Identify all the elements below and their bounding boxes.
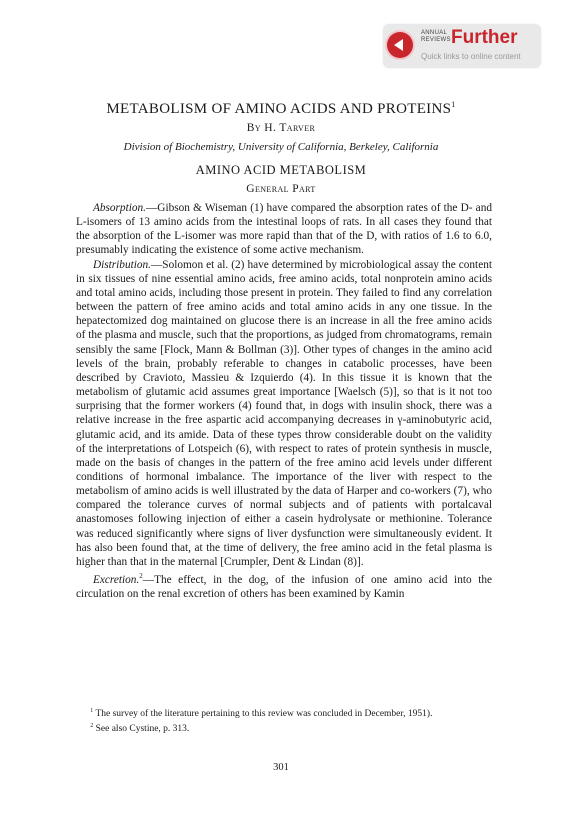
paragraph-lead: Absorption. xyxy=(92,202,146,214)
paragraph-lead-rest: —Solomon et al. (2) xyxy=(151,258,245,271)
paragraph-lead: Distribution. xyxy=(92,258,151,271)
article-title xyxy=(0,96,562,118)
paragraph-excretion xyxy=(76,569,492,601)
footnote-number: 1 xyxy=(90,708,94,714)
title-footnote-mark[interactable]: 1 xyxy=(451,100,456,109)
annual-label: ANNUAL xyxy=(421,30,448,36)
paragraph-text: —The effect, in the dog, of the infusion of one amino acid into the circulation on the renal excretion of others has been examined by Kamin xyxy=(76,573,492,600)
footnote-text: The survey of the literature pertaining to this review was concluded in December, 1951). xyxy=(93,709,433,720)
annual-reviews-label xyxy=(421,30,451,44)
footnote-number: 2 xyxy=(90,723,94,730)
paragraph-text: —Gibson & Wiseman (1) have compared the absorption rates of the D- and L-isomers of 13 amino acids from the intestinal loops of rats. In all cases they found that the absorption of the L-isomer was more rapid than that of the D, with ratios of 1.6 to 6.0, presumably indicating the existence of some active mechanism. xyxy=(76,202,492,257)
section-heading: AMINO ACID METABOLISM xyxy=(195,163,367,177)
author: By H. Tarver xyxy=(246,122,316,134)
footnote-mark[interactable]: 2 xyxy=(139,572,143,581)
article-title-text: METABOLISM OF AMINO ACIDS AND PROTEINS xyxy=(106,101,452,117)
affiliation: Division of Biochemistry, University of California, Berkeley, California xyxy=(123,141,439,153)
further-wordmark: Further xyxy=(451,27,518,48)
paragraph-distribution xyxy=(76,258,492,569)
body-text xyxy=(76,201,492,601)
page-number: 301 xyxy=(273,762,289,773)
paragraph-absorption xyxy=(76,201,492,258)
subsection-heading: General Part xyxy=(246,183,316,195)
paragraph-text: have determined by microbiological assay the content in six tissues of nine essential amino acids, free amino acids, total nonprotein amino acids and total amino acids, including those present in protein. They failed to find any correlation between the pattern of free amino acids and total amino acids in any one tissue. In the hepatectomized dog maintained on glucose there is an increase in all the free amino acids of the plasma and muscle, such that the proportions, as judged from chromatograms, remain sensibly the same [Flock, Mann & Bollman (3)]. Other types of changes in the amino acid levels of the brain, probably referable to changes in catabolic processes, have been described by Cravioto, Massieu & Izquierdo (4). In this tissue it is known that the metabolism of glutamic acid assumes great importance [Waelsch (5)], so that is it not too surprising that the former workers (4) found that, in dogs with insulin shock, there was a relative increase in the free aspartic acid accompanying decreases in γ-aminobutyric acid, glutamic acid, and its amide. Data of these types throw considerable doubt on the validity of the interpretations of Lotspeich (6), with respect to rates of protein synthesis in muscle, made on the basis of changes in the pattern of the free amino acid levels under different conditions of hormonal imbalance. The importance of the liver with respect to the metabolism of amino acids is well illustrated by the data of Harper and co-workers (7), who compared the tolerance curves of normal subjects and of patients with portalcaval anastomoses following injection of either a casein hydrolysate or methionine. Tolerance was reduced significantly where signs of liver dysfunction were simultaneously evident. It has also been found that, at the time of delivery, the free amino acid in the fetal plasma is higher than that in the maternal [Crumpler, Dent & Lindan (8)]. xyxy=(76,258,492,568)
further-logo-icon xyxy=(387,32,413,58)
reviews-label: REVIEWS xyxy=(421,37,451,43)
annual-reviews-further-banner[interactable] xyxy=(383,24,541,68)
footnotes xyxy=(76,705,492,736)
footnote-1 xyxy=(76,705,492,720)
footnote-text: See also Cystine, p. 313. xyxy=(93,724,190,735)
paragraph-lead: Excretion. xyxy=(92,573,140,586)
further-tagline: Quick links to online content xyxy=(421,52,521,61)
footnote-2 xyxy=(76,720,492,735)
